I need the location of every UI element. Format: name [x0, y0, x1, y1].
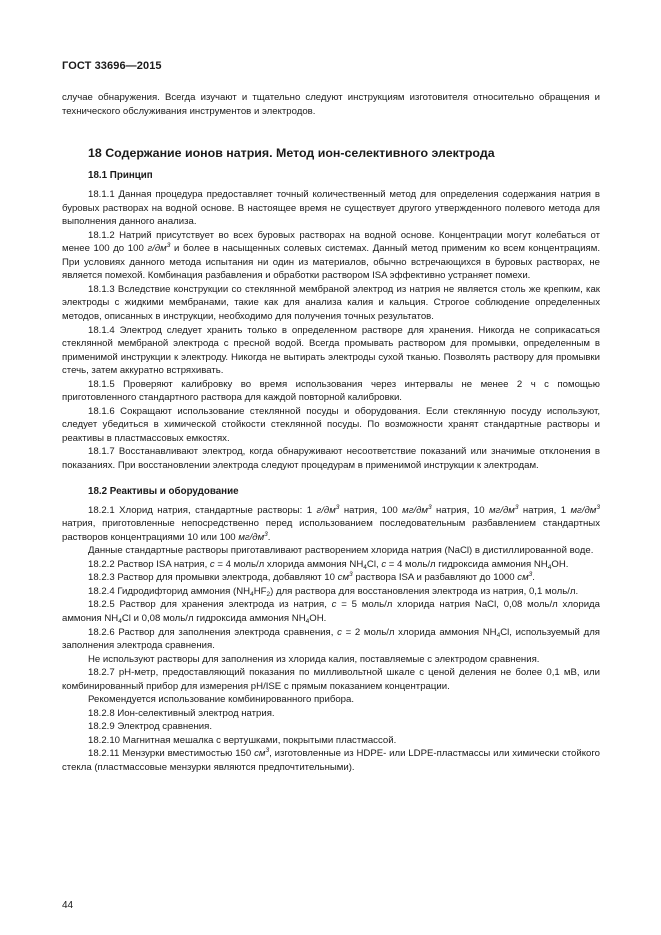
paragraph-18-1-3: 18.1.3 Вследствие конструкции со стеклянной мембраной электрод из натрия не является столь же крепким, как электроды с жидкими мембранами, такие как для анализа калия и кальция. Строгое соблюдение определенных методов, описанных в инструкции, необходимо для получения точных результатов. [62, 283, 600, 323]
paragraph-18-2-10: 18.2.10 Магнитная мешалка с вертушками, покрытыми пластмассой. [88, 734, 397, 746]
paragraph-18-2-11: 18.2.11 Мензурки вместимостью 150 $см^3$, изготовленные из HDPE- или LDPE-пластмассы или химически стойкого стекла (пластмассовые мензурки являются предпочтительными). [62, 747, 600, 773]
paragraph-18-2-3: 18.2.3 Раствор для промывки электрода, добавляют 10 $см^3$ раствора ISA и разбавляют до 1000 $см^3$. [88, 571, 535, 584]
paragraph-18-1-4: 18.1.4 Электрод следует хранить только в определенном растворе для хранения. Никогда не соприкасаться стеклянной мембраной электрода с пресной водой. Всегда промывать раствором для промывки, определенным в применимой инструкции к электроду. Никогда не вытирать электроды сухой тканью. Позволять раствору для промывки стечь, затем аккуратно встряхивать. [62, 324, 600, 377]
paragraph-18-2-8: 18.2.8 Ион-селективный электрод натрия. [88, 707, 275, 719]
paragraph-18-1-2: 18.1.2 Натрий присутствует во всех буровых растворах на водной основе. Концентрации могут колебаться от менее 100 до 100 $г/дм^3$ и более в насыщенных солевых системах. Данный метод применим ко всем концентрациям. При условиях данного метода испытания ни один из материалов, обычно встречающихся в буровых растворах, не является помехой. Комбинация разбавления и обработки раствором ISA эффективно устраняет помехи. [62, 229, 600, 282]
paragraph-18-2-6: 18.2.6 Раствор для заполнения электрода сравнения, c = 2 моль/л хлорида аммония $NH_4Cl$, используемый для заполнения электрода сравнения. [62, 626, 600, 652]
paragraph-18-2-2: 18.2.2 Раствор ISA натрия, c = 4 моль/л хлорида аммония $NH_4Cl$, c = 4 моль/л гидроксида аммония $NH_4OH$. [88, 558, 569, 571]
paragraph-18-2-6-note: Не используют растворы для заполнения из хлорида калия, поставляемые с электродом сравнения. [88, 653, 540, 665]
paragraph-18-1-7: 18.1.7 Восстанавливают электрод, когда обнаруживают несоответствие показаний или значимые отклонения в показаниях. При восстановлении электрода следуют процедурам в применимой инструкции к электродам. [62, 446, 600, 472]
paragraph-18-1-5: 18.1.5 Проверяют калибровку во время использования через интервалы не менее 2 ч с помощью приготовленного стандартного раствора для каждой повторной калибровки. [62, 378, 600, 404]
page-content [62, 91, 600, 775]
page-number: 44 [62, 900, 74, 911]
paragraph-18-2-5: 18.2.5 Раствор для хранения электрода из натрия, c = 5 моль/л хлорида натрия NaCl, 0,08 моль/л хлорида аммония $NH_4Cl$ и 0,08 моль/л гидроксида аммония $NH_4OH$. [62, 599, 600, 625]
paragraph-18-1-1: 18.1.1 Данная процедура предоставляет точный количественный метод для определения содержания натрия в буровых растворах на водной основе. В настоящее время не существует другого утвержденного полевого метода для выполнения данного анализа. [62, 189, 600, 228]
paragraph-18-2-1: 18.2.1 Хлорид натрия, стандартные растворы: 1 $г/дм^3$ натрия, 100 $мг/дм^3$ натрия, 10 $мг/дм^3$ натрия, 1 $мг/дм^3$ натрия, приготовленные непосредственно перед использованием последовательным разбавлением стандартных растворов концентрациями 10 или 100 $мг/дм^3$. [62, 503, 600, 543]
paragraph-18-2-1-note: Данные стандартные растворы приготавливают растворением хлорида натрия (NaCl) в дистиллированной воде. [88, 545, 594, 557]
paragraph-18-2-7: 18.2.7 pH-метр, предоставляющий показания по милливольтной шкале с ценой деления не более 0,1 мВ, или комбинированный прибор для измерения pH/ISE с прямым показанием концентрации. [62, 667, 600, 692]
paragraph-18-2-4: 18.2.4 Гидродифторид аммония $(NH_4HF_2)$ для раствора для восстановления электрода из натрия, 0,1 моль/л. [88, 585, 579, 598]
subsection-title-principle: 18.1 Принцип [88, 170, 153, 182]
section-title: 18 Содержание ионов натрия. Метод ион-селективного электрода [88, 146, 495, 161]
paragraph-18-2-7-note: Рекомендуется использование комбинированного прибора. [88, 694, 355, 706]
paragraph-18-1-6: 18.1.6 Сокращают использование стеклянной посуды и оборудования. Если стеклянную посуду используют, следует убедиться в химической стойкости стеклянной посуды. По возможности хранят стандартные растворы и реактивы в пластмассовых емкостях. [62, 405, 600, 444]
subsection-title-reagents: 18.2 Реактивы и оборудование [88, 485, 239, 497]
intro-paragraph: случае обнаружения. Всегда изучают и тщательно следуют инструкциям изготовителя относительно обращения и технического обслуживания инструментов и электродов. [62, 92, 600, 117]
standard-header: ГОСТ 33696—2015 [62, 60, 162, 72]
paragraph-18-2-9: 18.2.9 Электрод сравнения. [88, 721, 212, 733]
